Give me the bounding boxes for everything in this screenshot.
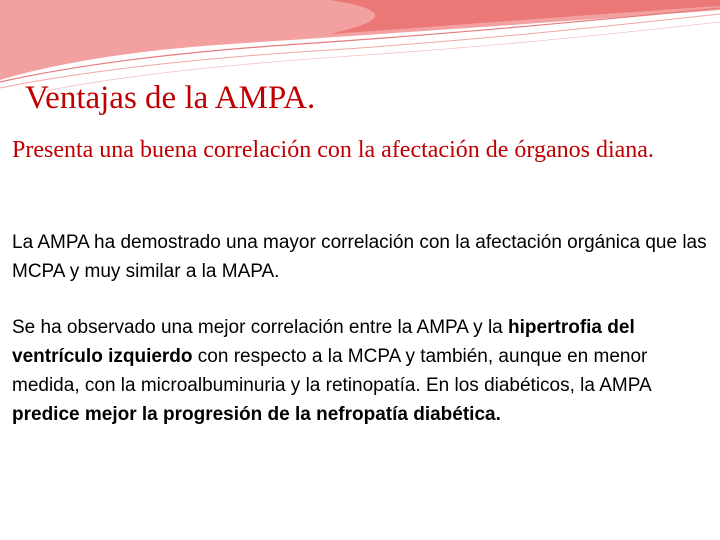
wave-fill-dark bbox=[330, 0, 720, 34]
paragraph-2-bold-2: predice mejor la progresión de la nefropatía diabética bbox=[12, 404, 496, 425]
slide-subtitle: Presenta una buena correlación con la afectación de órganos diana. bbox=[12, 137, 654, 163]
paragraph-2-bold-1: hipertrofia del ventrículo izquierdo bbox=[12, 317, 635, 367]
paragraph-2-text-1: Se ha observado una mejor correlación entre la AMPA y la bbox=[12, 317, 509, 338]
paragraph-2-text-3: . bbox=[495, 404, 501, 425]
paragraph-2-text-2: con respecto a la MCPA y también, aunque en menor medida, con la microalbuminuria y la retinopatía. En los diabéticos, la AMPA bbox=[12, 346, 651, 396]
paragraph-2 bbox=[12, 313, 712, 429]
paragraph-1: La AMPA ha demostrado una mayor correlación con la afectación orgánica que las MCPA y muy similar a la MAPA. bbox=[12, 232, 707, 282]
slide-title: Ventajas de la AMPA. bbox=[25, 80, 316, 116]
